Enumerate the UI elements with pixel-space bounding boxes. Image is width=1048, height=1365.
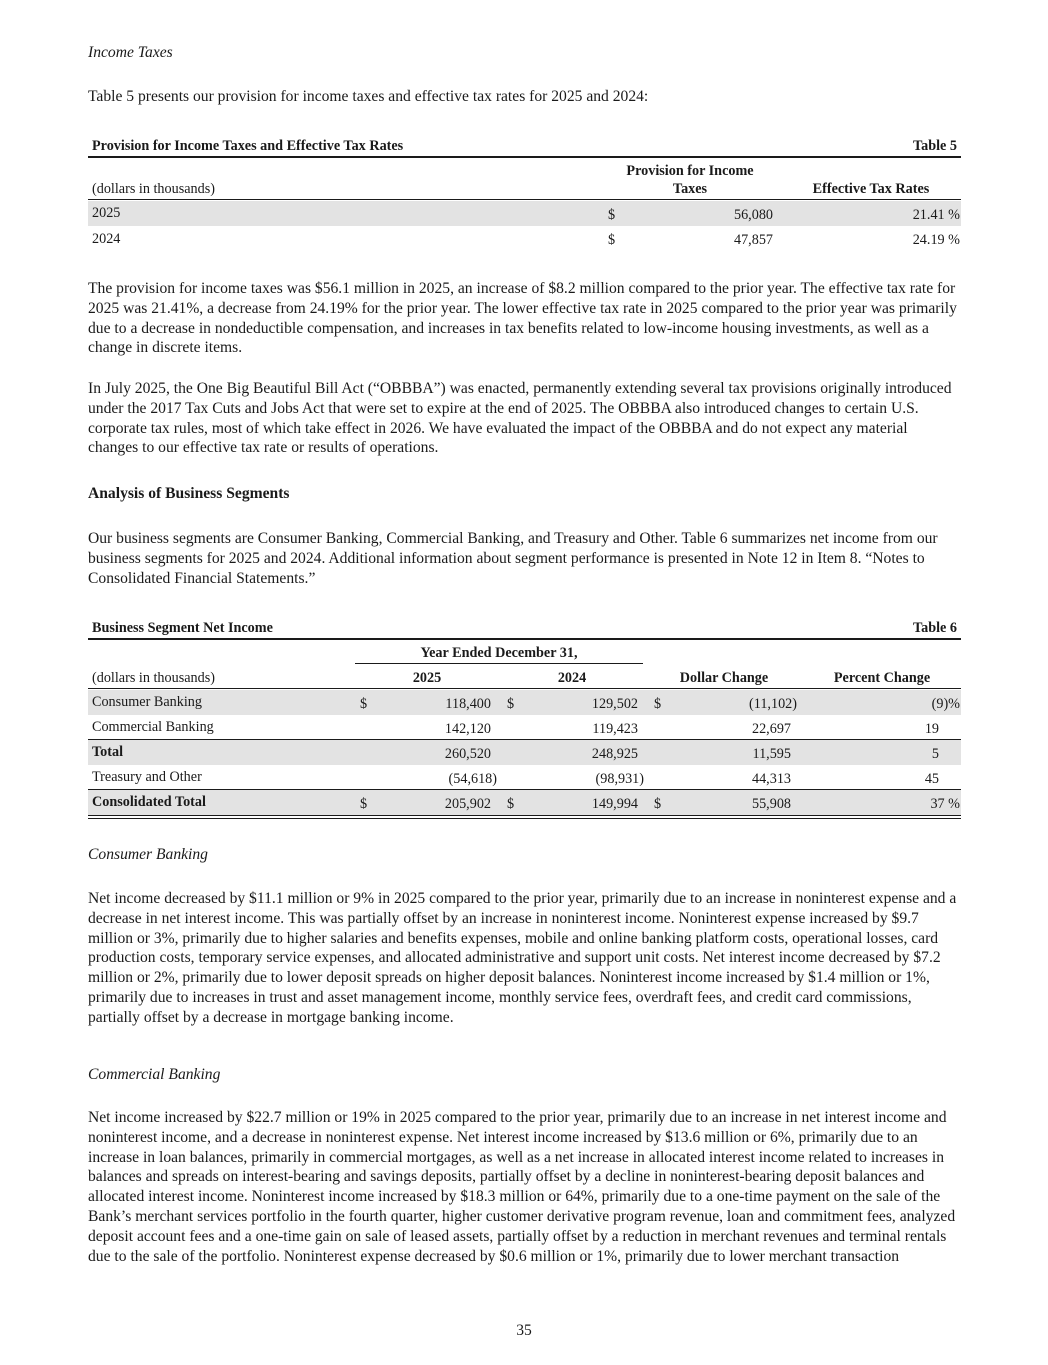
- table5-col-rate: Effective Tax Rates: [812, 181, 930, 197]
- table6-row-2025: 118,400: [445, 696, 491, 712]
- table6-row-pct: 5: [931, 746, 939, 762]
- table6-col-2024: 2024: [557, 670, 587, 686]
- table6-title: Business Segment Net Income: [92, 620, 273, 636]
- heading-income-taxes: Income Taxes: [88, 44, 173, 61]
- table6-row-2025: (54,618): [448, 771, 497, 787]
- table5-label: Table 5: [912, 138, 957, 154]
- table6-row-2024: 149,994: [591, 796, 638, 812]
- table6-row-dollar: $: [654, 696, 662, 712]
- table6-row-change: 55,908: [751, 796, 791, 812]
- table6-row-2025: 260,520: [444, 746, 491, 762]
- table6-group-rule: [355, 663, 643, 664]
- table6-row-2024: 129,502: [591, 696, 638, 712]
- table6-band-consumer: [88, 690, 961, 715]
- heading-consumer-banking: Consumer Banking: [88, 846, 208, 863]
- paragraph-segments: Our business segments are Consumer Banking, Commercial Banking, and Treasury and Other. Table 6 summarizes net income from our business segments for 2025 and 2024. Additional information about segment performance is presented in Note 12 in Item 8. “Notes to Consolidated Financial Statements.”: [88, 530, 938, 587]
- table5-intro: Table 5 presents our provision for income taxes and effective tax rates for 2025 and 2024:: [88, 88, 649, 105]
- table6-row-change: 22,697: [751, 721, 791, 737]
- table6-row-name: Consolidated Total: [92, 794, 206, 810]
- table-6: [88, 619, 961, 821]
- table6-row-pct: 19: [924, 721, 939, 737]
- table5-header-rule: [88, 199, 961, 200]
- table6-units: (dollars in thousands): [92, 670, 215, 686]
- table6-row-name: Consumer Banking: [92, 694, 202, 710]
- table6-row-pct: (9)%: [931, 696, 960, 712]
- paragraph-provision: The provision for income taxes was $56.1 million in 2025, an increase of $8.2 million compared to the prior year. The effective tax rate for 2025 was 21.41%, a decrease from 24.19% for the prior year. The lower effective tax rate in 2025 compared to the prior year was primarily due to a decrease in nondeductible compensation, and increases in tax benefits related to low-income housing investments, as well as a change in discrete items.: [88, 280, 957, 357]
- table5-row-dollar: $: [608, 232, 616, 248]
- table6-row-pct: 37 %: [930, 796, 960, 812]
- table6-row-change: (11,102): [749, 696, 797, 712]
- table5-row-provision: 47,857: [733, 232, 773, 248]
- table6-band-total: [88, 740, 961, 765]
- table5-row-rate: 24.19 %: [912, 232, 960, 248]
- table6-row-2025: 205,902: [444, 796, 491, 812]
- table6-top-rule: [88, 638, 961, 640]
- table6-col-2025: 2025: [412, 670, 442, 686]
- table5-col-provision-line1: Provision for Income: [626, 163, 754, 179]
- heading-segments: Analysis of Business Segments: [88, 485, 290, 502]
- table6-header-rule: [88, 688, 961, 689]
- table5-title: Provision for Income Taxes and Effective Tax Rates: [92, 138, 404, 154]
- table6-row-dollar: $: [654, 796, 662, 812]
- table6-row-2025: 142,120: [444, 721, 491, 737]
- page-number: 35: [516, 1322, 532, 1339]
- table6-row-pct: 45: [924, 771, 939, 787]
- table5-col-provision-line2: Taxes: [672, 181, 708, 197]
- table6-band-consolidated: [88, 790, 961, 815]
- paragraph-obbba: In July 2025, the One Big Beautiful Bill Act (“OBBBA”) was enacted, permanently extending several tax provisions originally introduced under the 2017 Tax Cuts and Jobs Act that were set to expire at the end of 2025. The OBBBA also introduced changes to certain U.S. corporate tax rules, most of which take effect in 2026. We have evaluated the impact of the OBBBA and do not expect any material changes to our effective tax rate or results of operations.: [88, 380, 952, 457]
- table6-row-dollar: $: [360, 796, 368, 812]
- table5-row-band: [88, 201, 961, 226]
- table6-row-2024: 119,423: [592, 721, 638, 737]
- table6-total-top-rule: [88, 739, 961, 740]
- table5-row-year: 2025: [92, 205, 121, 221]
- table6-row-name: Commercial Banking: [92, 719, 214, 735]
- paragraph-consumer-banking: Net income decreased by $11.1 million or 9% in 2025 compared to the prior year, primarily due to an increase in noninterest expense and a decrease in net interest income. This was partially offset by an increase in noninterest income. Noninterest expense increased by $9.7 million or 3%, primarily due to higher salaries and benefits expenses, mobile and online banking platform costs, operational losses, card production costs, temporary service expenses, and allocated administrative and support unit costs. Net interest income decreased by $7.2 million or 2%, primarily due to lower deposit spreads on higher deposit balances. Noninterest income increased by $1.4 million or 1%, primarily due to increases in trust and asset management income, monthly service fees, overdraft fees, and credit card commissions, partially offset by a decrease in mortgage banking income.: [88, 890, 957, 1026]
- table6-row-name: Total: [92, 744, 124, 760]
- table6-row-2024: (98,931): [595, 771, 644, 787]
- table6-row-change: 44,313: [751, 771, 791, 787]
- table5-units: (dollars in thousands): [92, 181, 215, 197]
- table6-col-dollar-change: Dollar Change: [679, 670, 769, 686]
- table6-consolidated-top-rule: [88, 789, 961, 790]
- table6-row-change: 11,595: [752, 746, 791, 762]
- table5-row-rate: 21.41 %: [912, 207, 960, 223]
- table-5: [88, 137, 961, 253]
- table6-row-name: Treasury and Other: [92, 769, 202, 785]
- table6-row-dollar: $: [507, 696, 515, 712]
- table5-row-year: 2024: [92, 231, 121, 247]
- table6-group-header: Year Ended December 31,: [420, 645, 578, 661]
- table6-col-percent-change: Percent Change: [833, 670, 931, 686]
- table6-row-dollar: $: [507, 796, 515, 812]
- table5-row-dollar: $: [608, 207, 616, 223]
- table6-row-dollar: $: [360, 696, 368, 712]
- table6-label: Table 6: [912, 620, 957, 636]
- table6-row-2024: 248,925: [591, 746, 638, 762]
- table6-bottom-rule-1: [88, 815, 961, 816]
- paragraph-commercial-banking: Net income increased by $22.7 million or 19% in 2025 compared to the prior year, primarily due to an increase in net interest income and noninterest income, and a decrease in noninterest expense. Net interest income increased by $13.6 million or 6%, primarily due to an increase in loan balances, primarily in commercial mortgages, as well as a net increase in allocated interest income related to increases in balances and spreads on interest-bearing and savings deposits, partially offset by a decline in noninterest-bearing deposit balances and allocated interest income. Noninterest income increased by $18.3 million or 64%, primarily due to a one-time payment on the sale of the Bank’s merchant services portfolio in the fourth quarter, higher customer derivative program revenue, loan and commitment fees, analyzed deposit account fees and a one-time gain on sale of leased assets, partially offset by a reduction in merchant revenues and terminal rentals due to the sale of the portfolio. Noninterest expense decreased by $0.6 million or 1%, primarily due to lower merchant transaction: [88, 1109, 956, 1265]
- table5-top-rule: [88, 156, 961, 158]
- table6-bottom-rule-2: [88, 818, 961, 819]
- table5-row-provision: 56,080: [733, 207, 773, 223]
- heading-commercial-banking: Commercial Banking: [88, 1066, 221, 1083]
